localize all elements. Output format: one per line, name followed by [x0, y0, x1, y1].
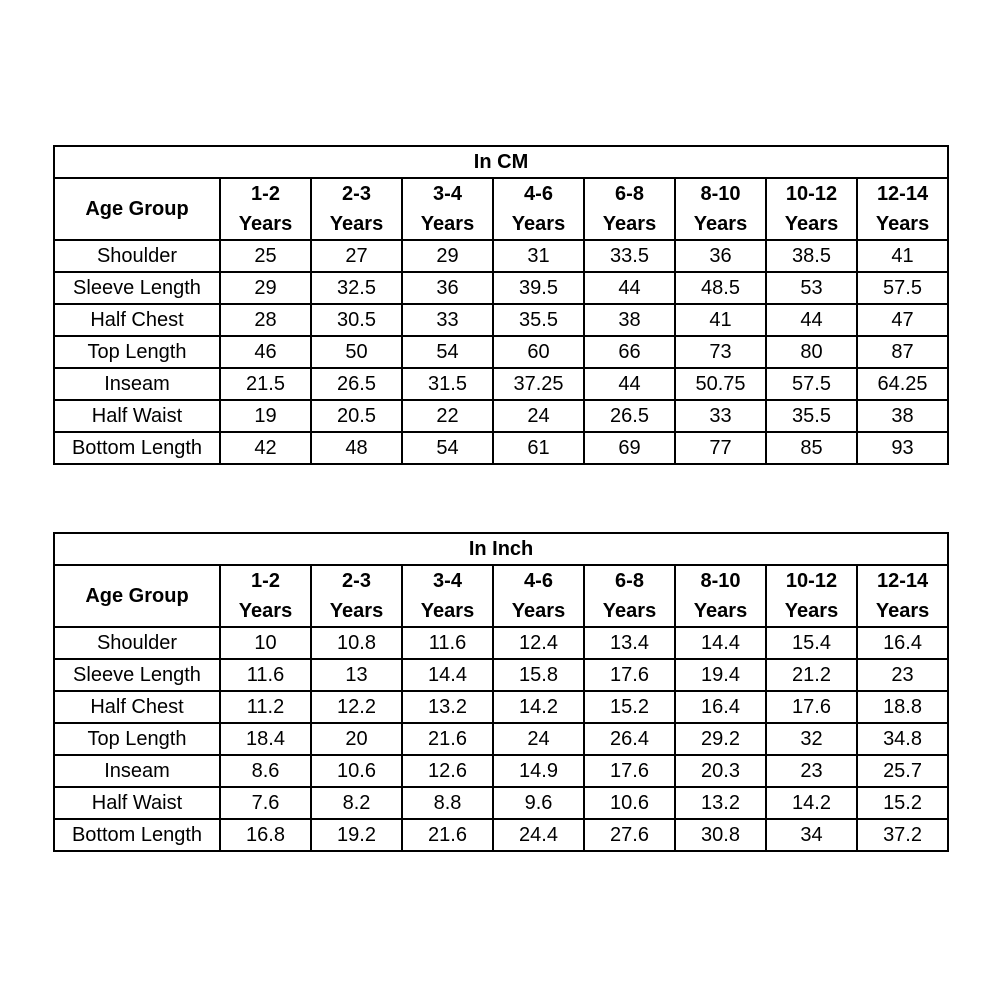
measurement-value: 41: [857, 240, 948, 272]
measurement-value: 37.2: [857, 819, 948, 851]
measurement-value: 19.4: [675, 659, 766, 691]
measurement-value: 9.6: [493, 787, 584, 819]
measurement-value: 36: [402, 272, 493, 304]
measurement-label: Bottom Length: [54, 432, 220, 464]
age-unit: Years: [238, 213, 293, 235]
age-group-header: Age Group: [54, 178, 220, 240]
table-row: [54, 659, 948, 691]
age-unit: Years: [784, 213, 839, 235]
measurement-value: 11.6: [402, 627, 493, 659]
age-unit: Years: [329, 213, 384, 235]
age-range: 10-12: [785, 570, 838, 592]
age-column-header: [220, 565, 311, 627]
age-range: 6-8: [615, 183, 644, 205]
age-range: 10-12: [785, 183, 838, 205]
age-unit: Years: [602, 213, 657, 235]
measurement-value: 12.4: [493, 627, 584, 659]
measurement-value: 17.6: [766, 691, 857, 723]
measurement-value: 33: [402, 304, 493, 336]
measurement-value: 48.5: [675, 272, 766, 304]
measurement-value: 38: [857, 400, 948, 432]
age-unit: Years: [329, 600, 384, 622]
table-row: [54, 819, 948, 851]
age-column-header: [766, 178, 857, 240]
age-column-header: [675, 178, 766, 240]
measurement-value: 26.5: [584, 400, 675, 432]
table-body: [54, 627, 948, 851]
age-unit: Years: [693, 213, 748, 235]
measurement-value: 77: [675, 432, 766, 464]
measurement-value: 7.6: [220, 787, 311, 819]
age-range: 12-14: [876, 570, 929, 592]
measurement-value: 53: [766, 272, 857, 304]
measurement-value: 37.25: [493, 368, 584, 400]
measurement-value: 38.5: [766, 240, 857, 272]
measurement-value: 31: [493, 240, 584, 272]
measurement-value: 34.8: [857, 723, 948, 755]
measurement-value: 54: [402, 432, 493, 464]
table-row: [54, 336, 948, 368]
age-range: 4-6: [524, 570, 553, 592]
measurement-value: 23: [766, 755, 857, 787]
age-unit: Years: [875, 213, 930, 235]
measurement-value: 8.6: [220, 755, 311, 787]
measurement-value: 21.6: [402, 723, 493, 755]
measurement-value: 20.3: [675, 755, 766, 787]
age-unit: Years: [784, 600, 839, 622]
measurement-value: 64.25: [857, 368, 948, 400]
age-column-header: [766, 565, 857, 627]
measurement-value: 11.6: [220, 659, 311, 691]
measurement-value: 60: [493, 336, 584, 368]
measurement-value: 46: [220, 336, 311, 368]
measurement-value: 19: [220, 400, 311, 432]
measurement-value: 93: [857, 432, 948, 464]
measurement-value: 18.8: [857, 691, 948, 723]
measurement-value: 8.8: [402, 787, 493, 819]
measurement-value: 30.8: [675, 819, 766, 851]
measurement-value: 61: [493, 432, 584, 464]
age-range: 1-2: [251, 570, 280, 592]
measurement-value: 13: [311, 659, 402, 691]
age-range: 4-6: [524, 183, 553, 205]
measurement-value: 10.6: [584, 787, 675, 819]
measurement-value: 25.7: [857, 755, 948, 787]
measurement-value: 16.4: [675, 691, 766, 723]
measurement-label: Top Length: [54, 723, 220, 755]
age-range: 1-2: [251, 183, 280, 205]
age-column-header: [220, 178, 311, 240]
measurement-value: 21.2: [766, 659, 857, 691]
measurement-value: 35.5: [493, 304, 584, 336]
age-range: 8-10: [700, 183, 741, 205]
table-row: [54, 787, 948, 819]
measurement-value: 27: [311, 240, 402, 272]
measurement-label: Half Waist: [54, 787, 220, 819]
table-row: [54, 368, 948, 400]
measurement-value: 30.5: [311, 304, 402, 336]
age-column-header: [857, 565, 948, 627]
measurement-value: 15.8: [493, 659, 584, 691]
age-column-header: [584, 565, 675, 627]
table-body: [54, 240, 948, 464]
measurement-value: 44: [584, 368, 675, 400]
measurement-value: 47: [857, 304, 948, 336]
measurement-value: 34: [766, 819, 857, 851]
measurement-value: 87: [857, 336, 948, 368]
measurement-value: 17.6: [584, 755, 675, 787]
table-title: In Inch: [54, 533, 948, 565]
measurement-value: 13.2: [675, 787, 766, 819]
measurement-value: 21.6: [402, 819, 493, 851]
age-column-header: [311, 565, 402, 627]
age-unit: Years: [420, 600, 475, 622]
measurement-value: 39.5: [493, 272, 584, 304]
table-row: [54, 627, 948, 659]
measurement-label: Sleeve Length: [54, 272, 220, 304]
measurement-value: 10.8: [311, 627, 402, 659]
table-row: [54, 400, 948, 432]
age-unit: Years: [238, 600, 293, 622]
measurement-value: 20: [311, 723, 402, 755]
age-column-header: [311, 178, 402, 240]
measurement-value: 14.2: [493, 691, 584, 723]
measurement-value: 15.4: [766, 627, 857, 659]
age-column-header: [584, 178, 675, 240]
table-row: [54, 432, 948, 464]
measurement-value: 32: [766, 723, 857, 755]
age-range: 6-8: [615, 570, 644, 592]
measurement-value: 66: [584, 336, 675, 368]
age-column-header: [857, 178, 948, 240]
measurement-value: 23: [857, 659, 948, 691]
age-range: 3-4: [433, 570, 462, 592]
age-unit: Years: [693, 600, 748, 622]
measurement-value: 26.4: [584, 723, 675, 755]
measurement-value: 12.6: [402, 755, 493, 787]
measurement-value: 15.2: [584, 691, 675, 723]
measurement-value: 15.2: [857, 787, 948, 819]
measurement-label: Shoulder: [54, 240, 220, 272]
table-row: [54, 240, 948, 272]
measurement-value: 16.4: [857, 627, 948, 659]
measurement-value: 16.8: [220, 819, 311, 851]
measurement-value: 36: [675, 240, 766, 272]
measurement-value: 26.5: [311, 368, 402, 400]
measurement-value: 20.5: [311, 400, 402, 432]
table-row: [54, 723, 948, 755]
table-row: [54, 304, 948, 336]
measurement-value: 28: [220, 304, 311, 336]
measurement-label: Bottom Length: [54, 819, 220, 851]
age-range: 2-3: [342, 183, 371, 205]
measurement-value: 14.4: [675, 627, 766, 659]
measurement-value: 12.2: [311, 691, 402, 723]
age-unit: Years: [875, 600, 930, 622]
table-row: [54, 755, 948, 787]
age-column-header: [402, 565, 493, 627]
measurement-value: 85: [766, 432, 857, 464]
measurement-value: 54: [402, 336, 493, 368]
measurement-label: Inseam: [54, 755, 220, 787]
measurement-value: 50.75: [675, 368, 766, 400]
header-row: [54, 178, 948, 240]
measurement-value: 44: [584, 272, 675, 304]
measurement-value: 19.2: [311, 819, 402, 851]
table-row: [54, 691, 948, 723]
age-column-header: [493, 565, 584, 627]
measurement-value: 17.6: [584, 659, 675, 691]
measurement-value: 50: [311, 336, 402, 368]
measurement-value: 29.2: [675, 723, 766, 755]
measurement-value: 32.5: [311, 272, 402, 304]
measurement-value: 42: [220, 432, 311, 464]
age-unit: Years: [511, 600, 566, 622]
measurement-value: 35.5: [766, 400, 857, 432]
age-group-header: Age Group: [54, 565, 220, 627]
measurement-value: 27.6: [584, 819, 675, 851]
measurement-value: 29: [402, 240, 493, 272]
measurement-value: 80: [766, 336, 857, 368]
measurement-value: 13.2: [402, 691, 493, 723]
measurement-label: Top Length: [54, 336, 220, 368]
size-table-inch: [53, 532, 949, 852]
measurement-value: 18.4: [220, 723, 311, 755]
measurement-value: 38: [584, 304, 675, 336]
measurement-value: 24: [493, 400, 584, 432]
measurement-value: 24.4: [493, 819, 584, 851]
measurement-value: 25: [220, 240, 311, 272]
measurement-value: 31.5: [402, 368, 493, 400]
measurement-value: 41: [675, 304, 766, 336]
header-row: [54, 565, 948, 627]
age-unit: Years: [511, 213, 566, 235]
measurement-value: 33: [675, 400, 766, 432]
age-column-header: [402, 178, 493, 240]
table-title: In CM: [54, 146, 948, 178]
measurement-label: Inseam: [54, 368, 220, 400]
measurement-label: Sleeve Length: [54, 659, 220, 691]
measurement-label: Half Chest: [54, 691, 220, 723]
measurement-value: 57.5: [857, 272, 948, 304]
measurement-value: 10: [220, 627, 311, 659]
age-range: 12-14: [876, 183, 929, 205]
table-row: [54, 272, 948, 304]
age-column-header: [493, 178, 584, 240]
measurement-label: Half Waist: [54, 400, 220, 432]
measurement-label: Shoulder: [54, 627, 220, 659]
size-table-cm: [53, 145, 949, 465]
measurement-value: 48: [311, 432, 402, 464]
measurement-value: 22: [402, 400, 493, 432]
measurement-value: 33.5: [584, 240, 675, 272]
measurement-value: 13.4: [584, 627, 675, 659]
measurement-value: 29: [220, 272, 311, 304]
age-range: 8-10: [700, 570, 741, 592]
age-range: 2-3: [342, 570, 371, 592]
measurement-value: 57.5: [766, 368, 857, 400]
measurement-value: 8.2: [311, 787, 402, 819]
age-unit: Years: [602, 600, 657, 622]
measurement-value: 73: [675, 336, 766, 368]
measurement-value: 14.9: [493, 755, 584, 787]
measurement-value: 14.2: [766, 787, 857, 819]
age-column-header: [675, 565, 766, 627]
measurement-value: 14.4: [402, 659, 493, 691]
measurement-value: 69: [584, 432, 675, 464]
age-unit: Years: [420, 213, 475, 235]
measurement-value: 10.6: [311, 755, 402, 787]
measurement-value: 21.5: [220, 368, 311, 400]
measurement-value: 24: [493, 723, 584, 755]
measurement-value: 44: [766, 304, 857, 336]
age-range: 3-4: [433, 183, 462, 205]
measurement-value: 11.2: [220, 691, 311, 723]
measurement-label: Half Chest: [54, 304, 220, 336]
